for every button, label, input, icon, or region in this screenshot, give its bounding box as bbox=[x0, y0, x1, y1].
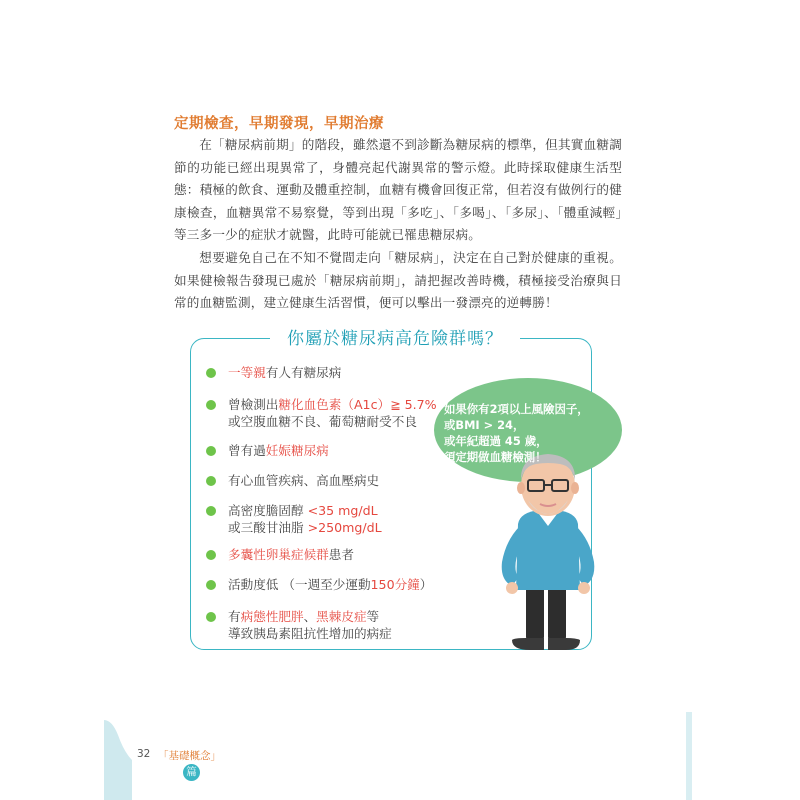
item-text: 高密度膽固醇 bbox=[228, 503, 308, 518]
item-highlight: 病態性肥胖 bbox=[240, 609, 304, 624]
paragraph-1: 在「糖尿病前期」的階段，雖然還不到診斷為糖尿病的標準，但其實血糖調節的功能已經出現異常了，身體亮起代謝異常的警示燈。此時採取健康生活型態：積極的飲食、運動及體重控制，血糖有機會回復正常，但若沒有做例行的健康檢查，血糖異常不易察覺，等到出現「多吃」、「多喝」、「多尿」、「體重減輕」等三多一少的症狀才就醫，此時可能就已罹患糖尿病。 bbox=[174, 137, 622, 243]
item-text: 有人有糖尿病 bbox=[265, 365, 342, 380]
bubble-line: 或BMI > 24， bbox=[444, 418, 525, 432]
item-text: 曾有過 bbox=[228, 443, 266, 458]
item-text: ） bbox=[419, 577, 433, 592]
item-text-line2: 或三酸甘油脂 bbox=[228, 520, 308, 535]
item-text: 有 bbox=[228, 609, 241, 624]
bubble-line: 如果你有2項以上風險因子， bbox=[444, 402, 589, 416]
item-text: 等 bbox=[366, 609, 380, 624]
item-highlight: 多囊性卵巢症候群 bbox=[228, 547, 329, 562]
bubble-text bbox=[444, 401, 614, 465]
risk-box-title-text: 你屬於糖尿病高危險群嗎？ bbox=[287, 329, 503, 349]
item-highlight: 糖化血色素 bbox=[278, 397, 342, 412]
item-text: 患者 bbox=[328, 547, 354, 562]
item-text-line2: 導致胰島素阻抗性增加的病症 bbox=[228, 626, 392, 641]
item-highlight: （A1c）≧ 5.7% bbox=[341, 397, 437, 412]
item-text-line2: 或空腹血糖不良、葡萄糖耐受不良 bbox=[228, 414, 417, 429]
item-text: 曾檢測出 bbox=[228, 397, 279, 412]
bubble-line: 或年紀超過 45 歲， bbox=[444, 434, 548, 448]
item-text: 有心血管疾病、高血壓病史 bbox=[228, 473, 380, 488]
item-highlight: 150分鐘 bbox=[370, 577, 420, 592]
item-highlight: >250mg/dL bbox=[307, 520, 382, 535]
bubble-line: 須定期做血糖檢測！ bbox=[444, 450, 547, 464]
section-heading: 定期檢查，早期發現，早期治療 bbox=[174, 116, 384, 132]
item-highlight: 黑棘皮症 bbox=[316, 609, 367, 624]
grandpa-illustration bbox=[502, 454, 595, 650]
item-text: 活動度低 （一週至少運動 bbox=[228, 577, 371, 592]
section-label: 「基礎概念」 bbox=[158, 750, 221, 762]
item-highlight: 妊娠糖尿病 bbox=[265, 443, 329, 458]
page-number: 32 bbox=[137, 748, 151, 760]
item-text: 、 bbox=[303, 609, 317, 624]
item-highlight: <35 mg/dL bbox=[307, 503, 378, 518]
section-mark: 篇 bbox=[183, 764, 200, 781]
paragraph-2: 想要避免自己在不知不覺間走向「糖尿病」，決定在自己對於健康的重視。如果健檢報告發現已處於「糖尿病前期」，請把握改善時機，積極接受治療與日常的血糖監測，建立健康生活習慣，便可以擊出一發漂亮的逆轉勝！ bbox=[174, 249, 622, 311]
item-highlight: 一等親 bbox=[228, 365, 266, 380]
